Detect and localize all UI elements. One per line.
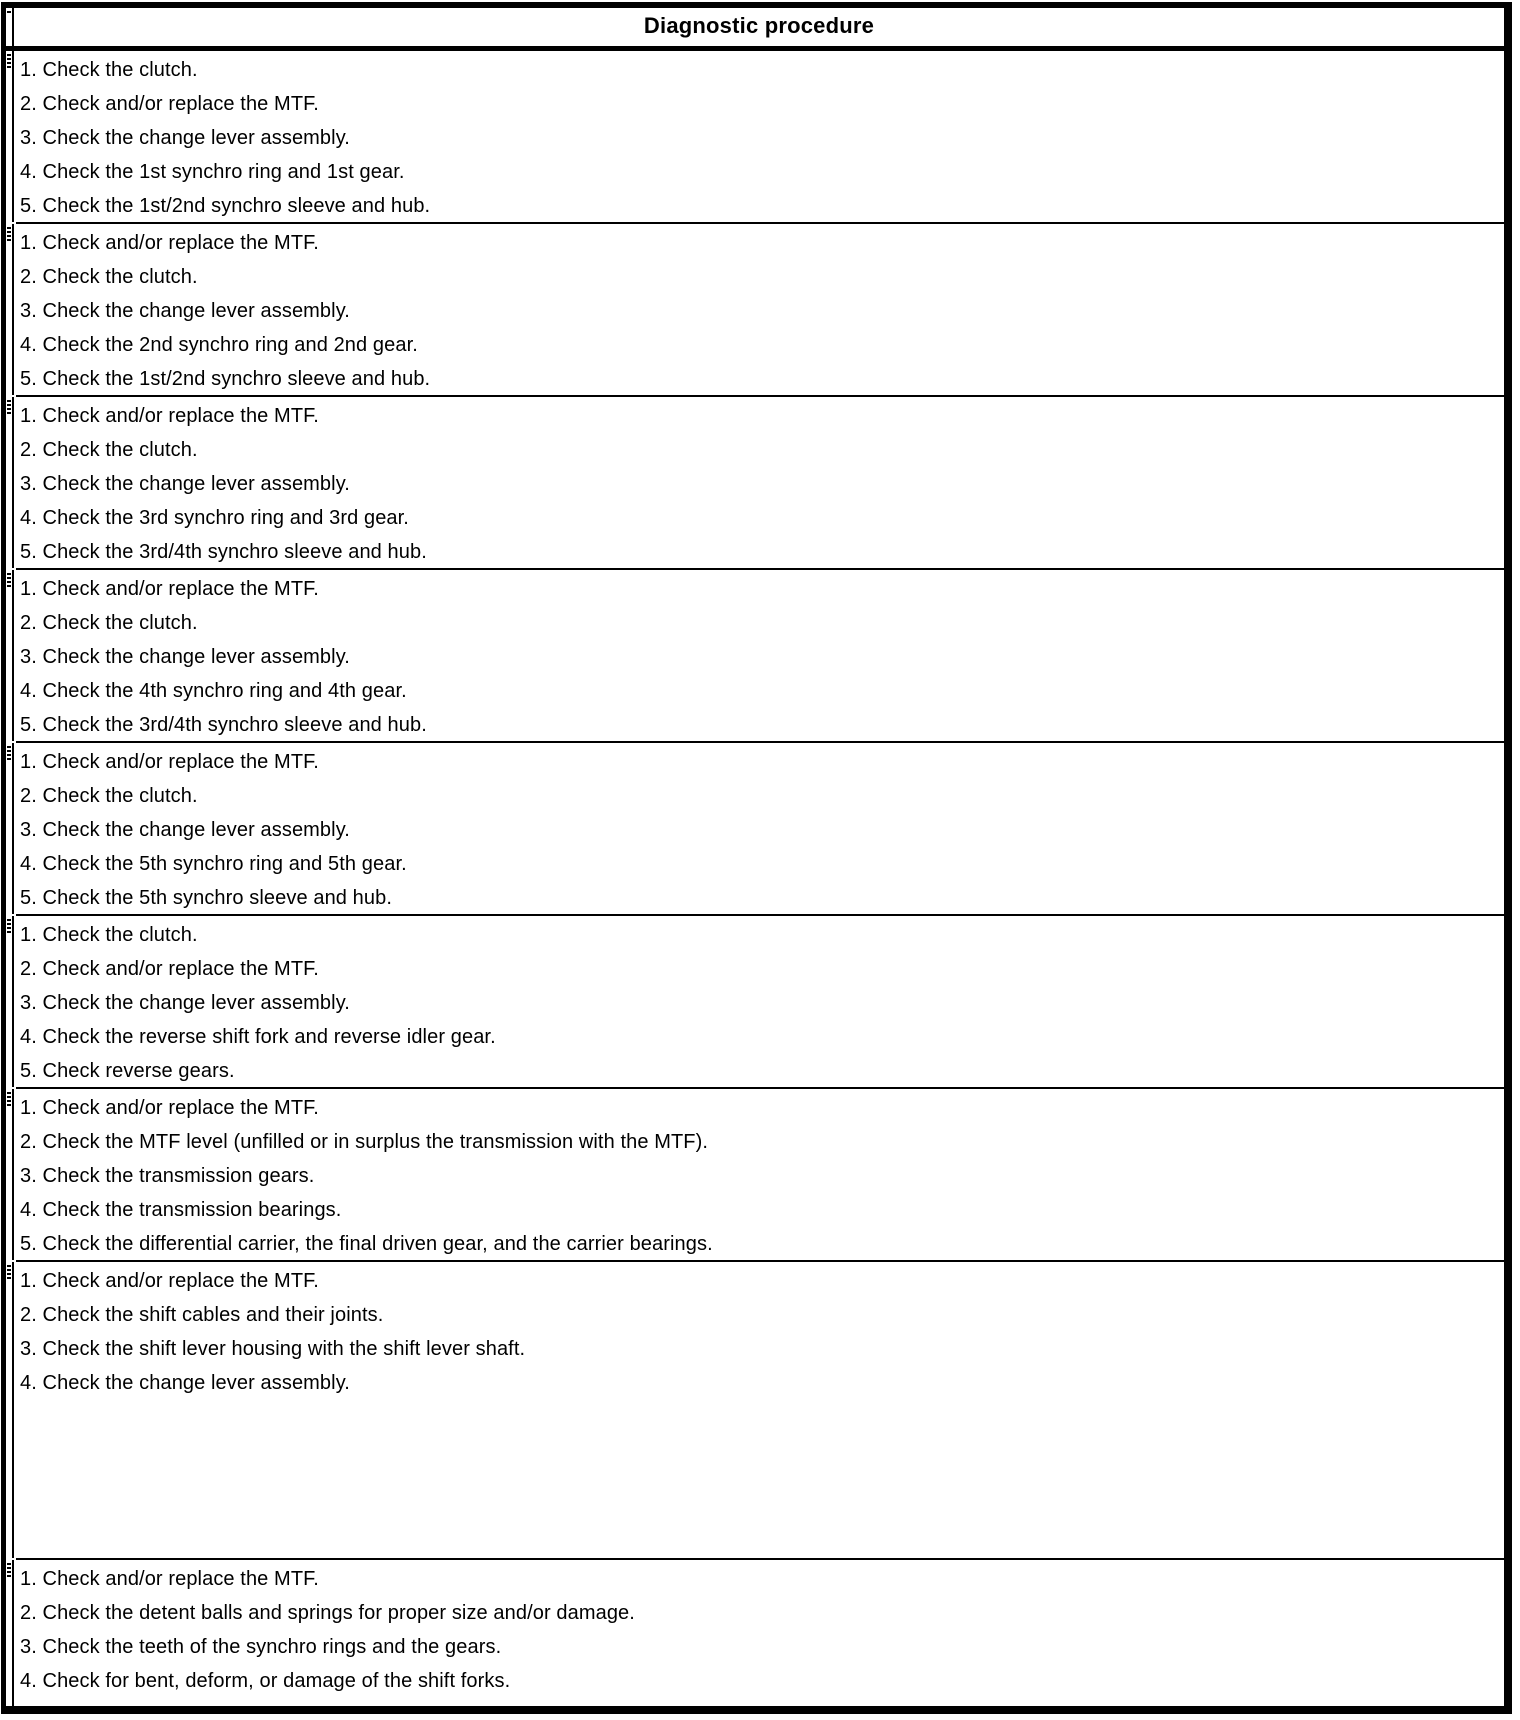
left-column-sliver bbox=[6, 8, 14, 46]
left-column-sliver bbox=[6, 743, 14, 914]
procedure-step: 4. Check the transmission bearings. bbox=[20, 1199, 342, 1221]
procedure-row bbox=[6, 51, 1504, 222]
procedure-step: 3. Check the transmission gears. bbox=[20, 1165, 315, 1187]
procedure-steps bbox=[14, 570, 1504, 741]
clipped-text-fragment-icon bbox=[7, 573, 11, 589]
clipped-text-fragment-icon bbox=[7, 54, 11, 70]
left-column-sliver bbox=[6, 51, 14, 222]
procedure-steps bbox=[14, 224, 1504, 395]
procedure-step: 2. Check and/or replace the MTF. bbox=[20, 93, 319, 115]
procedure-step: 1. Check and/or replace the MTF. bbox=[20, 1568, 319, 1590]
procedure-row bbox=[6, 397, 1504, 568]
procedure-step: 4. Check the reverse shift fork and reverse idler gear. bbox=[20, 1026, 496, 1048]
left-column-sliver bbox=[6, 224, 14, 395]
procedure-step: 5. Check the 3rd/4th synchro sleeve and hub. bbox=[20, 541, 427, 563]
procedure-step: 1. Check the clutch. bbox=[20, 59, 198, 81]
procedure-steps bbox=[14, 397, 1504, 568]
clipped-text-fragment-icon bbox=[7, 11, 11, 15]
procedure-step: 5. Check the 3rd/4th synchro sleeve and hub. bbox=[20, 714, 427, 736]
procedure-steps bbox=[14, 1560, 1504, 1706]
left-column-sliver bbox=[6, 1560, 14, 1706]
procedure-step: 4. Check for bent, deform, or damage of the shift forks. bbox=[20, 1670, 511, 1692]
clipped-text-fragment-icon bbox=[7, 1563, 11, 1579]
left-column-sliver bbox=[6, 916, 14, 1087]
procedure-step: 4. Check the change lever assembly. bbox=[20, 1372, 350, 1394]
procedure-step: 1. Check the clutch. bbox=[20, 924, 198, 946]
procedure-step: 4. Check the 3rd synchro ring and 3rd gear. bbox=[20, 507, 409, 529]
procedure-step: 2. Check and/or replace the MTF. bbox=[20, 958, 319, 980]
procedure-steps bbox=[14, 1262, 1504, 1558]
clipped-text-fragment-icon bbox=[7, 400, 11, 416]
procedure-steps bbox=[14, 1089, 1504, 1260]
procedure-step: 3. Check the change lever assembly. bbox=[20, 300, 350, 322]
diagnostic-procedure-table bbox=[1, 2, 1512, 1714]
clipped-text-fragment-icon bbox=[7, 746, 11, 762]
procedure-step: 2. Check the shift cables and their joints. bbox=[20, 1304, 384, 1326]
procedure-step: 3. Check the teeth of the synchro rings and the gears. bbox=[20, 1636, 502, 1658]
procedure-step: 5. Check the 1st/2nd synchro sleeve and hub. bbox=[20, 368, 431, 390]
procedure-row bbox=[6, 1560, 1504, 1706]
left-column-sliver bbox=[6, 570, 14, 741]
procedure-steps bbox=[14, 916, 1504, 1087]
procedure-step: 4. Check the 4th synchro ring and 4th gear. bbox=[20, 680, 407, 702]
clipped-text-fragment-icon bbox=[7, 919, 11, 935]
table-header-row bbox=[6, 8, 1504, 46]
procedure-row bbox=[6, 224, 1504, 395]
procedure-step: 3. Check the change lever assembly. bbox=[20, 992, 350, 1014]
procedure-step: 1. Check and/or replace the MTF. bbox=[20, 578, 319, 600]
procedure-step: 3. Check the change lever assembly. bbox=[20, 646, 350, 668]
clipped-text-fragment-icon bbox=[7, 1265, 11, 1281]
procedure-step: 5. Check reverse gears. bbox=[20, 1060, 235, 1082]
procedure-steps bbox=[14, 51, 1504, 222]
procedure-row bbox=[6, 570, 1504, 741]
procedure-row bbox=[6, 743, 1504, 914]
procedure-step: 2. Check the clutch. bbox=[20, 785, 198, 807]
procedure-row bbox=[6, 1262, 1504, 1558]
procedure-step: 3. Check the change lever assembly. bbox=[20, 819, 350, 841]
left-column-sliver bbox=[6, 397, 14, 568]
procedure-step: 4. Check the 2nd synchro ring and 2nd gear. bbox=[20, 334, 418, 356]
procedure-row bbox=[6, 916, 1504, 1087]
procedure-step: 5. Check the 1st/2nd synchro sleeve and hub. bbox=[20, 195, 431, 217]
table-header-title: Diagnostic procedure bbox=[643, 13, 875, 38]
procedure-step: 3. Check the change lever assembly. bbox=[20, 473, 350, 495]
procedure-step: 2. Check the clutch. bbox=[20, 612, 198, 634]
procedure-step: 5. Check the 5th synchro sleeve and hub. bbox=[20, 887, 393, 909]
procedure-step: 1. Check and/or replace the MTF. bbox=[20, 232, 319, 254]
procedure-step: 4. Check the 5th synchro ring and 5th gear. bbox=[20, 853, 407, 875]
clipped-text-fragment-icon bbox=[7, 1092, 11, 1108]
procedure-step: 2. Check the clutch. bbox=[20, 439, 198, 461]
procedure-step: 1. Check and/or replace the MTF. bbox=[20, 405, 319, 427]
procedure-step: 2. Check the detent balls and springs for proper size and/or damage. bbox=[20, 1602, 635, 1624]
procedure-step: 5. Check the differential carrier, the final driven gear, and the carrier bearings. bbox=[20, 1233, 713, 1255]
procedure-step: 4. Check the 1st synchro ring and 1st gear. bbox=[20, 161, 405, 183]
left-column-sliver bbox=[6, 1089, 14, 1260]
procedure-step: 1. Check and/or replace the MTF. bbox=[20, 751, 319, 773]
procedure-step: 3. Check the change lever assembly. bbox=[20, 127, 350, 149]
procedure-row bbox=[6, 1089, 1504, 1260]
procedure-step: 3. Check the shift lever housing with the shift lever shaft. bbox=[20, 1338, 526, 1360]
procedure-step: 1. Check and/or replace the MTF. bbox=[20, 1270, 319, 1292]
procedure-step: 2. Check the clutch. bbox=[20, 266, 198, 288]
procedure-step: 1. Check and/or replace the MTF. bbox=[20, 1097, 319, 1119]
left-column-sliver bbox=[6, 1262, 14, 1558]
procedure-step: 2. Check the MTF level (unfilled or in surplus the transmission with the MTF). bbox=[20, 1131, 709, 1153]
clipped-text-fragment-icon bbox=[7, 227, 11, 243]
procedure-steps bbox=[14, 743, 1504, 914]
